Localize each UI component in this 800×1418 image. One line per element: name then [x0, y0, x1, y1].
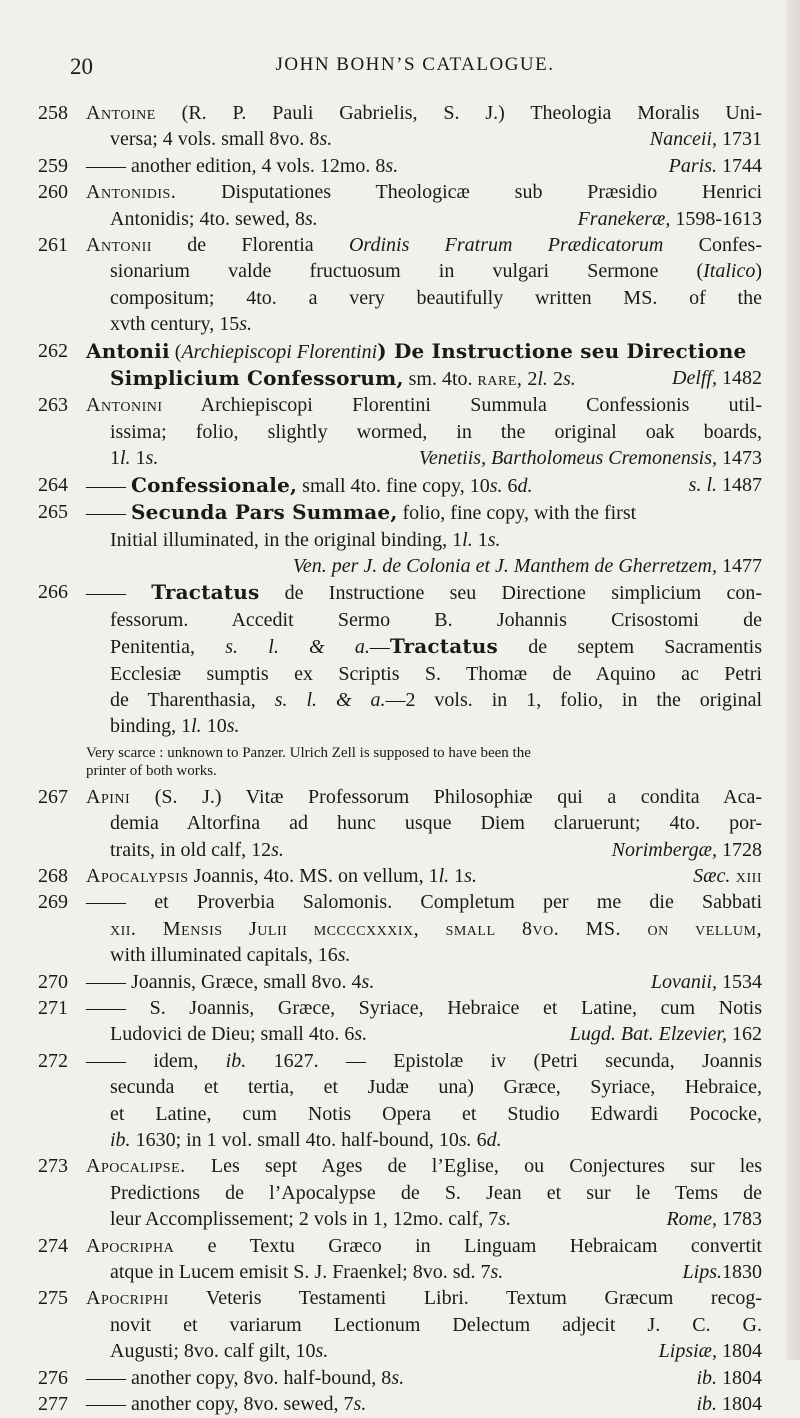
entry-line: —— another edition, 4 vols. 12mo. 8s. Paris. 1744	[86, 154, 762, 177]
entry-line: —— S. Joannis, Græce, Syriace, Hebraice et Latine, cum Notis	[86, 997, 762, 1019]
entry-line: Simplicium Confessorum, sm. 4to. rare, 2l. 2s. Delff, 1482	[110, 366, 762, 391]
catalogue-entries	[0, 100, 800, 1418]
entry-line: Antonini Archiepiscopi Florentini Summula Confessionis util-	[86, 394, 762, 417]
entry-line: traits, in old calf, 12s. Norimbergæ, 1728	[110, 838, 762, 861]
entry-number: 265	[38, 501, 68, 524]
entry-line: Antonidis. Disputationes Theologicæ sub Præsidio Henrici	[86, 181, 762, 204]
entry-line: Predictions de l’Apocalypse de S. Jean et sur le Tems de	[110, 1181, 762, 1204]
catalogue-entry	[0, 863, 800, 889]
catalogue-entry	[0, 1233, 800, 1286]
entry-line: Antonidis; 4to. sewed, 8s. Franekeræ, 1598-1613	[110, 207, 762, 230]
catalogue-entry	[0, 338, 800, 393]
catalogue-entry	[0, 100, 800, 153]
catalogue-entry	[0, 579, 800, 779]
entry-number: 276	[38, 1366, 68, 1389]
entry-number: 277	[38, 1393, 68, 1416]
entry-number: 266	[38, 581, 68, 604]
catalogue-entry	[0, 889, 800, 968]
entry-number: 260	[38, 181, 68, 204]
entry-line: binding, 1l. 10s.	[110, 715, 240, 738]
entry-line: Augusti; 8vo. calf gilt, 10s. Lipsiæ, 1804	[110, 1340, 762, 1363]
entry-line: Antonii (Archiepiscopi Florentini) De Instructione seu Directione	[86, 338, 747, 363]
entry-line: Apocalypsis Joannis, 4to. MS. on vellum, 1l. 1s. Sæc. xiii	[86, 864, 762, 887]
entry-line: leur Accomplissement; 2 vols in 1, 12mo. calf, 7s. Rome, 1783	[110, 1208, 762, 1231]
catalogue-entry	[0, 499, 800, 579]
catalogue-entry	[0, 392, 800, 471]
entry-line: xvth century, 15s.	[110, 313, 253, 336]
entry-note: Very scarce : unknown to Panzer. Ulrich Zell is supposed to have been the printer of both works.	[86, 744, 531, 779]
entry-line: secunda et tertia, et Judæ una) Græce, Syriace, Hebraice,	[110, 1076, 762, 1099]
entry-line: Antonii de Florentia Ordinis Fratrum Prædicatorum Confes-	[86, 234, 762, 257]
entry-number: 275	[38, 1287, 68, 1310]
catalogue-entry	[0, 784, 800, 863]
entry-number: 264	[38, 473, 68, 496]
entry-line: versa; 4 vols. small 8vo. 8s. Nanceii, 1731	[110, 128, 762, 151]
entry-number: 259	[38, 154, 68, 177]
entry-line: xii. Mensis Julii mccccxxxix, small 8vo. MS. on vellum,	[110, 917, 762, 940]
entry-line: novit et variarum Lectionum Delectum adjecit J. C. G.	[110, 1313, 762, 1336]
page-edge-shadow	[786, 0, 800, 1360]
entry-line: —— Confessionale, small 4to. fine copy, 10s. 6d. s. l. 1487	[86, 472, 762, 497]
entry-line: 1l. 1s. Venetiis, Bartholomeus Cremonensis, 1473	[110, 447, 762, 470]
entry-line: issima; folio, slightly wormed, in the original oak boards,	[110, 420, 762, 443]
entry-line: Apocalipse. Les sept Ages de l’Eglise, ou Conjectures sur les	[86, 1155, 762, 1178]
running-title: JOHN BOHN’S CATALOGUE.	[275, 54, 555, 75]
entry-line: —— idem, ib. 1627. — Epistolæ iv (Petri secunda, Joannis	[86, 1049, 762, 1072]
entry-line: —— another copy, 8vo. sewed, 7s. ib. 1804	[86, 1393, 762, 1416]
entry-line: ib. 1630; in 1 vol. small 4to. half-bound, 10s. 6d.	[110, 1129, 502, 1152]
entry-number: 262	[38, 339, 68, 362]
catalogue-entry	[0, 1365, 800, 1391]
catalogue-entry	[0, 232, 800, 338]
catalogue-entry	[0, 472, 800, 499]
entry-line: sionarium valde fructuosum in vulgari Sermone (Italico)	[110, 260, 762, 283]
entry-line: Apini (S. J.) Vitæ Professorum Philosophiæ qui a condita Aca-	[86, 785, 762, 808]
entry-number: 261	[38, 234, 68, 257]
entry-line: with illuminated capitals, 16s.	[110, 944, 351, 967]
entry-line: compositum; 4to. a very beautifully written MS. of the	[110, 286, 762, 309]
entry-number: 269	[38, 891, 68, 914]
entry-line: —— Joannis, Græce, small 8vo. 4s. Lovanii, 1534	[86, 970, 762, 993]
entry-line: demia Altorfina ad hunc usque Diem claruerunt; 4to. por-	[110, 812, 762, 835]
entry-line: atque in Lucem emisit S. J. Fraenkel; 8vo. sd. 7s. Lips.1830	[110, 1261, 762, 1284]
catalogue-entry	[0, 1285, 800, 1364]
entry-line: de Tharenthasia, s. l. & a.—2 vols. in 1, folio, in the original	[110, 688, 762, 711]
entry-line: Antoine (R. P. Pauli Gabrielis, S. J.) Theologia Moralis Uni-	[86, 102, 762, 124]
entry-line: Apocriphi Veteris Testamenti Libri. Textum Græcum recog-	[86, 1287, 762, 1310]
entry-line: Initial illuminated, in the original binding, 1l. 1s.	[110, 528, 501, 551]
entry-number: 274	[38, 1234, 68, 1257]
catalogue-entry	[0, 179, 800, 232]
entry-number: 270	[38, 970, 68, 993]
entry-number: 272	[38, 1049, 68, 1072]
entry-line: fessorum. Accedit Sermo B. Johannis Crisostomi de	[110, 608, 762, 631]
entry-line: —— Secunda Pars Summae, folio, fine copy, with the first	[86, 500, 637, 525]
entry-line: Penitentia, s. l. & a.—Tractatus de septem Sacramentis	[110, 634, 762, 659]
entry-number: 263	[38, 394, 68, 417]
entry-line: et Latine, cum Notis Opera et Studio Edwardi Pococke,	[110, 1102, 762, 1125]
entry-line: Ludovici de Dieu; small 4to. 6s. Lugd. Bat. Elzevier, 162	[110, 1023, 762, 1046]
entry-line: Ven. per J. de Colonia et J. Manthem de Gherretzem, 1477	[292, 554, 762, 577]
catalogue-entry	[0, 1391, 800, 1417]
catalogue-entry	[0, 995, 800, 1048]
catalogue-entry	[0, 969, 800, 995]
entry-line: Ecclesiæ sumptis ex Scriptis S. Thomæ de Aquino ac Petri	[110, 662, 762, 685]
page-header	[70, 54, 760, 84]
entry-line: —— another copy, 8vo. half-bound, 8s. ib. 1804	[86, 1366, 762, 1389]
page-number: 20	[70, 54, 93, 79]
entry-number: 271	[38, 997, 68, 1019]
entry-number: 258	[38, 102, 68, 124]
catalogue-entry	[0, 1048, 800, 1154]
entry-line: Apocripha e Textu Græco in Linguam Hebraicam convertit	[86, 1234, 762, 1257]
entry-number: 267	[38, 785, 68, 808]
entry-number: 273	[38, 1155, 68, 1178]
catalogue-entry	[0, 1153, 800, 1232]
entry-number: 268	[38, 864, 68, 887]
catalogue-entry	[0, 153, 800, 179]
entry-line: —— Tractatus de Instructione seu Directione simplicium con-	[86, 580, 762, 605]
entry-line: —— et Proverbia Salomonis. Completum per me die Sabbati	[86, 891, 762, 914]
